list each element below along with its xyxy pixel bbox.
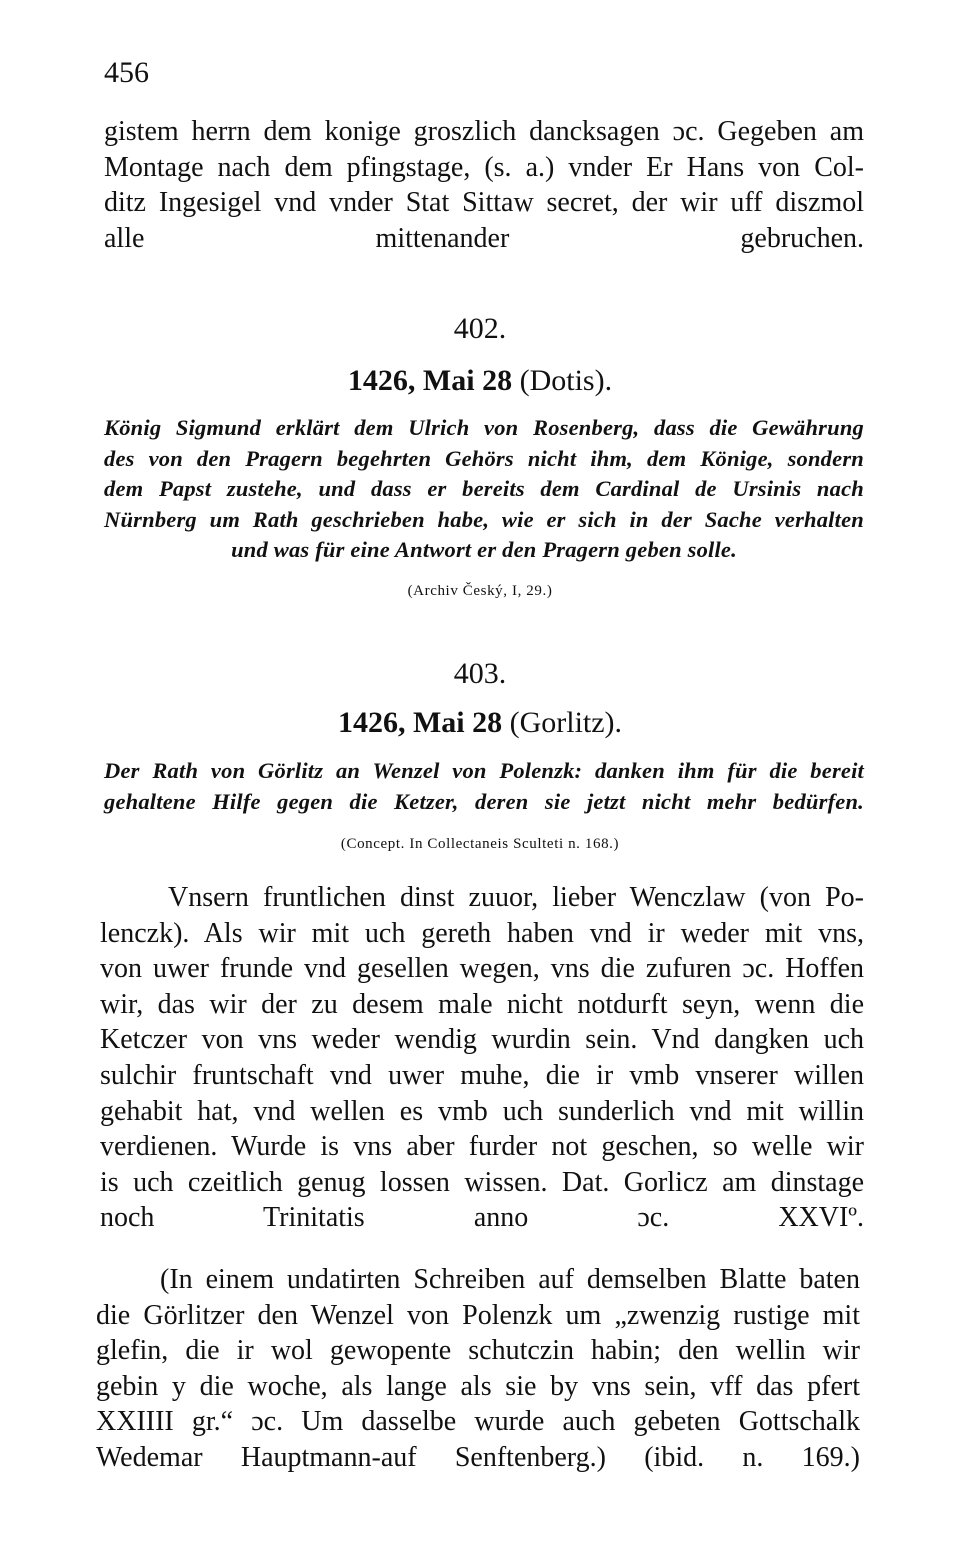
summary-line: Nürnberg um Rath geschrieben habe, wie er sich in der Sache verhalten bbox=[104, 506, 864, 532]
note-line: (In einem undatirten Schreiben auf demselben Blatte baten bbox=[160, 1264, 860, 1295]
doc403-note bbox=[96, 1262, 860, 1476]
doc403-date: 1426, Mai 28 bbox=[337, 706, 503, 739]
summary-line: und was für eine Antwort er den Pragern geben solle. bbox=[231, 537, 737, 563]
doc402-date: 1426, Mai 28 bbox=[347, 364, 513, 397]
doc403-number: 403. bbox=[453, 657, 507, 690]
summary-line: König Sigmund erklärt dem Ulrich von Rosenberg, dass die Gewährung bbox=[104, 415, 864, 440]
body-line: Vnsern fruntlichen dinst zuuor, lieber Wenczlaw (von Po- bbox=[168, 882, 864, 913]
doc403-letter-body bbox=[100, 880, 864, 1236]
body-line: noch Trinitatis anno ɔc. XXVIº. bbox=[100, 1202, 864, 1234]
note-line: Wedemar Hauptmann-auf Senftenberg.) (ibid. n. 169.) bbox=[96, 1441, 860, 1473]
intro-line: Montage nach dem pfingstage, (s. a.) vnder Er Hans von Col- bbox=[104, 151, 864, 183]
body-line: Ketczer von vns weder wendig wurdin sein. Vnd dangken uch bbox=[100, 1024, 864, 1056]
body-line: wir, das wir der zu desem male nicht notdurft seyn, wenn die bbox=[100, 988, 864, 1020]
doc403-source: (Concept. In Collectaneis Sculteti n. 168.) bbox=[340, 836, 620, 852]
note-line: die Görlitzer den Wenzel von Polenzk um „zwenzig rustige mit bbox=[96, 1299, 860, 1331]
doc402-summary bbox=[104, 413, 864, 566]
intro-line: ditz Ingesigel vnd vnder Stat Sittaw secret, der wir uff diszmol bbox=[104, 187, 864, 219]
body-line: von uwer frunde vnd gesellen wegen, vns die zufuren ɔc. Hoffen bbox=[100, 953, 864, 985]
body-line: lenczk). Als wir mit uch gereth haben vnd ir weder mit vns, bbox=[100, 917, 864, 949]
body-line: verdienen. Wurde is vns aber furder not geschen, so welle wir bbox=[100, 1131, 864, 1163]
doc403-summary bbox=[104, 756, 864, 817]
intro-paragraph bbox=[104, 114, 864, 256]
body-line: gehabit hat, vnd wellen es vmb uch sunderlich vnd mit willin bbox=[100, 1095, 864, 1127]
doc403-heading bbox=[0, 706, 960, 740]
intro-line: gistem herrn dem konige groszlich dancksagen ɔc. Gegeben am bbox=[104, 116, 864, 147]
doc402-place: (Dotis). bbox=[519, 364, 613, 397]
page-number: 456 bbox=[104, 56, 149, 89]
summary-line: des von den Pragern begehrten Gehörs nicht ihm, dem Könige, sondern bbox=[104, 445, 864, 471]
summary-line: gehaltene Hilfe gegen die Ketzer, deren sie jetzt nicht mehr bedürfen. bbox=[104, 788, 864, 814]
note-line: glefin, die ir wol gewopente schutczin habin; den wellin wir bbox=[96, 1335, 860, 1367]
doc402-heading bbox=[0, 364, 960, 398]
note-line: gebin y die woche, als lange als sie by vns sein, vff das pfert bbox=[96, 1370, 860, 1402]
intro-line: alle mittenander gebruchen. bbox=[104, 222, 864, 254]
body-line: sulchir fruntschaft vnd uwer muhe, die ir vmb vnserer willen bbox=[100, 1059, 864, 1091]
doc402-number: 402. bbox=[453, 312, 507, 345]
doc403-place: (Gorlitz). bbox=[509, 706, 623, 739]
doc402-source: (Archiv Český, I, 29.) bbox=[407, 583, 553, 599]
body-line: is uch czeitlich genug lossen wissen. Dat. Gorlicz am dinstage bbox=[100, 1166, 864, 1198]
summary-line: dem Papst zustehe, und dass er bereits dem Cardinal de Ursinis nach bbox=[104, 476, 864, 502]
note-line: XXIIII gr.“ ɔc. Um dasselbe wurde auch gebeten Gottschalk bbox=[96, 1406, 860, 1438]
summary-line: Der Rath von Görlitz an Wenzel von Polenzk: danken ihm für die bereit bbox=[104, 758, 864, 783]
